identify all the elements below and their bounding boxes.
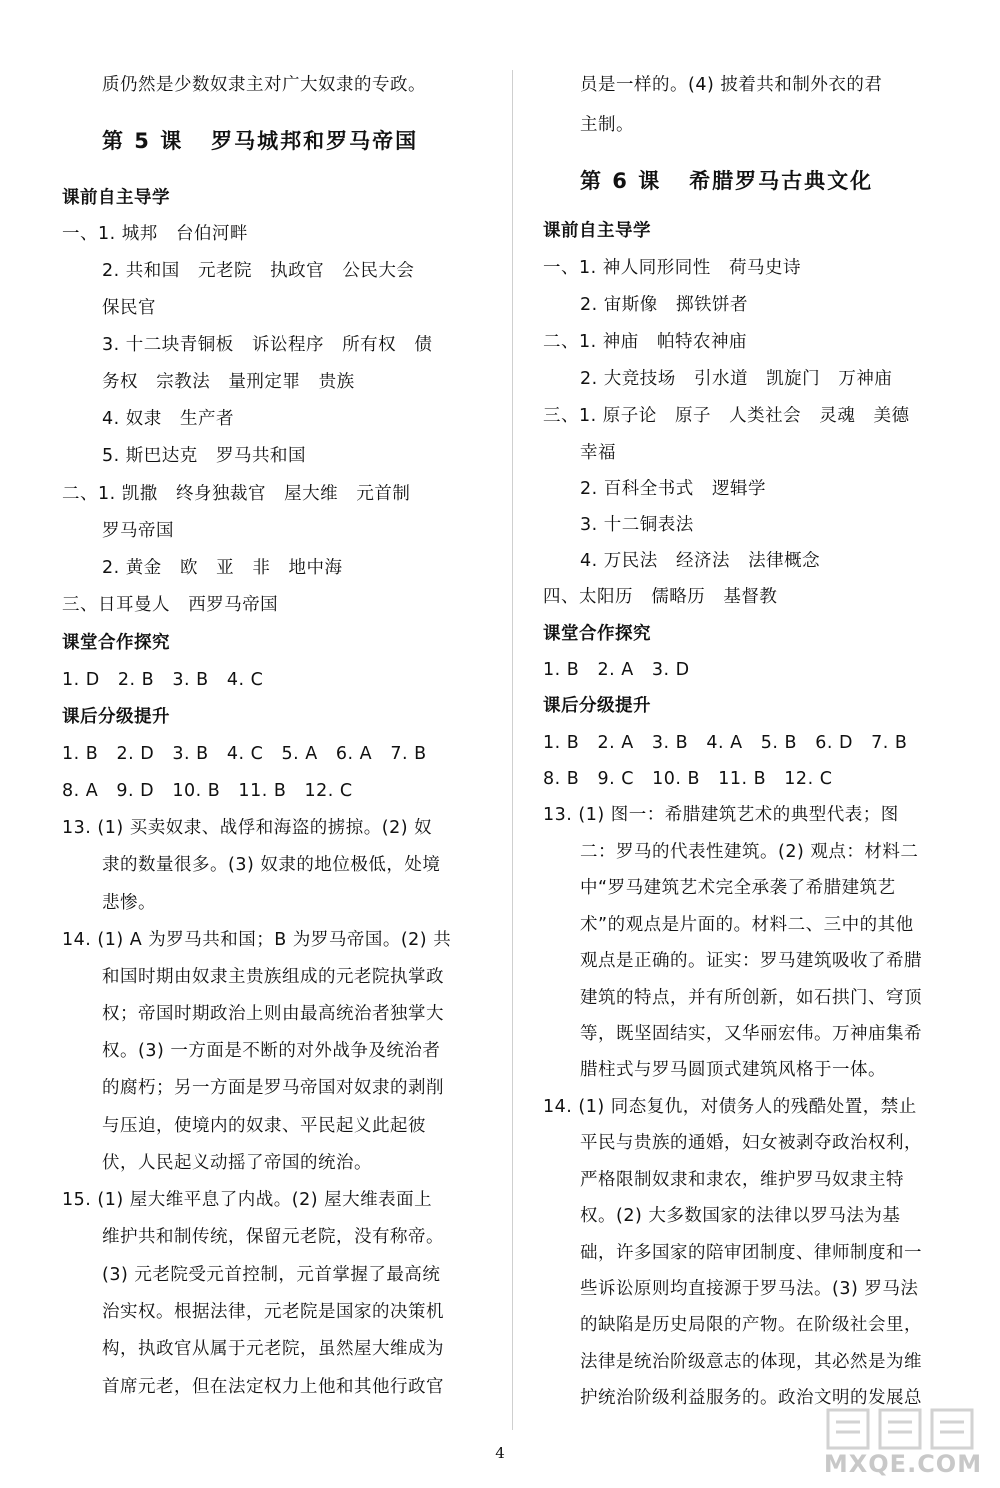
text-line: 三、日耳曼人 西罗马帝国 <box>62 595 279 615</box>
text-line: 3. 十二块青铜板 诉讼程序 所有权 债 <box>102 335 433 355</box>
text-line: 14. (1) 同态复仇，对债务人的残酷处置，禁止 <box>543 1097 917 1117</box>
text-line: 13. (1) 图一：希腊建筑艺术的典型代表；图 <box>543 805 899 825</box>
text-line: 务权 宗教法 量刑定罪 贵族 <box>102 372 355 392</box>
section-heading: 课前自主导学 <box>62 188 170 208</box>
text-line: 8. A 9. D 10. B 11. B 12. C <box>62 781 353 801</box>
section-heading: 课后分级提升 <box>543 696 651 716</box>
text-line: 严格限制奴隶和隶农，维护罗马奴隶主特 <box>580 1170 904 1190</box>
text-line: 2. 黄金 欧 亚 非 地中海 <box>102 558 343 578</box>
text-line: 14. (1) A 为罗马共和国；B 为罗马帝国。(2) 共 <box>62 930 452 950</box>
text-line: 2. 宙斯像 掷铁饼者 <box>580 295 748 315</box>
text-line: 5. 斯巴达克 罗马共和国 <box>102 446 306 466</box>
text-line: 等，既坚固结实，又华丽宏伟。万神庙集希 <box>580 1024 922 1044</box>
text-line: 幸福 <box>580 443 616 463</box>
text-line: 3. 十二铜表法 <box>580 515 694 535</box>
text-line: 2. 百科全书式 逻辑学 <box>580 479 766 499</box>
text-line: (3) 元老院受元首控制，元首掌握了最高统 <box>102 1265 441 1285</box>
text-line: 术”的观点是片面的。材料二、三中的其他 <box>580 915 914 935</box>
text-line: 质仍然是少数奴隶主对广大奴隶的专政。 <box>102 75 426 95</box>
text-line: 1. B 2. D 3. B 4. C 5. A 6. A 7. B <box>62 744 427 764</box>
text-line: 础，许多国家的陪审团制度、律师制度和一 <box>580 1243 922 1263</box>
text-line: 一、1. 城邦 台伯河畔 <box>62 224 248 244</box>
text-line: 的缺陷是历史局限的产物。在阶级社会里， <box>580 1315 922 1335</box>
text-line: 隶的数量很多。(3) 奴隶的地位极低，处境 <box>102 855 441 875</box>
text-line: 中“罗马建筑艺术完全承袭了希腊建筑艺 <box>580 878 896 898</box>
page-number: 4 <box>495 1444 505 1462</box>
text-line: 员是一样的。(4) 披着共和制外衣的君 <box>580 75 883 95</box>
text-line: 1. B 2. A 3. B 4. A 5. B 6. D 7. B <box>543 733 908 753</box>
text-line: 保民官 <box>102 298 156 318</box>
text-line: 13. (1) 买卖奴隶、战俘和海盗的掳掠。(2) 奴 <box>62 818 433 838</box>
text-line: 平民与贵族的通婚，妇女被剥夺政治权利， <box>580 1133 922 1153</box>
section-heading: 课堂合作探究 <box>543 624 651 644</box>
lesson-title: 第 6 课 希腊罗马古典文化 <box>580 169 874 193</box>
text-line: 权；帝国时期政治上则由最高统治者独掌大 <box>102 1004 444 1024</box>
section-heading: 课前自主导学 <box>543 221 651 241</box>
text-line: 护统治阶级利益服务的。政治文明的发展总 <box>580 1388 922 1408</box>
text-line: 罗马帝国 <box>102 521 174 541</box>
text-line: 的腐朽；另一方面是罗马帝国对奴隶的剥削 <box>102 1078 444 1098</box>
text-line: 观点是正确的。证实：罗马建筑吸收了希腊 <box>580 951 922 971</box>
text-line: 建筑的特点，并有所创新，如石拱门、穹顶 <box>580 988 922 1008</box>
text-line: 腊柱式与罗马圆顶式建筑风格于一体。 <box>580 1060 886 1080</box>
text-line: 和国时期由奴隶主贵族组成的元老院执掌政 <box>102 967 444 987</box>
text-line: 些诉讼原则均直接源于罗马法。(3) 罗马法 <box>580 1279 919 1299</box>
text-line: 15. (1) 屋大维平息了内战。(2) 屋大维表面上 <box>62 1190 433 1210</box>
lesson-title: 第 5 课 罗马城邦和罗马帝国 <box>102 129 419 153</box>
text-line: 2. 共和国 元老院 执政官 公民大会 <box>102 261 415 281</box>
text-line: 4. 奴隶 生产者 <box>102 409 234 429</box>
text-line: 构，执政官从属于元老院，虽然屋大维成为 <box>102 1339 444 1359</box>
text-line: 权。(2) 大多数国家的法律以罗马法为基 <box>580 1206 901 1226</box>
watermark-logo <box>818 1400 988 1482</box>
text-line: 二、1. 凯撒 终身独裁官 屋大维 元首制 <box>62 484 411 504</box>
text-line: 二：罗马的代表性建筑。(2) 观点：材料二 <box>580 842 919 862</box>
text-line: 权。(3) 一方面是不断的对外战争及统治者 <box>102 1041 441 1061</box>
section-heading: 课堂合作探究 <box>62 633 170 653</box>
text-line: 法律是统治阶级意志的体现，其必然是为维 <box>580 1352 922 1372</box>
text-line: 8. B 9. C 10. B 11. B 12. C <box>543 769 833 789</box>
text-line: 2. 大竞技场 引水道 凯旋门 万神庙 <box>580 369 893 389</box>
text-line: 伏，人民起义动摇了帝国的统治。 <box>102 1153 372 1173</box>
text-line: 与压迫，使境内的奴隶、平民起义此起彼 <box>102 1116 426 1136</box>
text-line: 首席元老，但在法定权力上他和其他行政官 <box>102 1377 444 1397</box>
text-line: 4. 万民法 经济法 法律概念 <box>580 551 821 571</box>
text-line: 维护共和制传统，保留元老院，没有称帝。 <box>102 1227 444 1247</box>
column-divider <box>512 70 513 1430</box>
text-line: 三、1. 原子论 原子 人类社会 灵魂 美德 <box>543 406 910 426</box>
section-heading: 课后分级提升 <box>62 707 170 727</box>
watermark-text: MXQE.COM <box>823 1450 983 1478</box>
text-line: 一、1. 神人同形同性 荷马史诗 <box>543 258 801 278</box>
text-line: 四、太阳历 儒略历 基督教 <box>543 587 778 607</box>
text-line: 二、1. 神庙 帕特农神庙 <box>543 332 747 352</box>
text-line: 治实权。根据法律，元老院是国家的决策机 <box>102 1302 444 1322</box>
text-line: 主制。 <box>580 115 634 135</box>
text-line: 1. D 2. B 3. B 4. C <box>62 670 264 690</box>
text-line: 悲惨。 <box>102 893 156 913</box>
text-line: 1. B 2. A 3. D <box>543 660 690 680</box>
